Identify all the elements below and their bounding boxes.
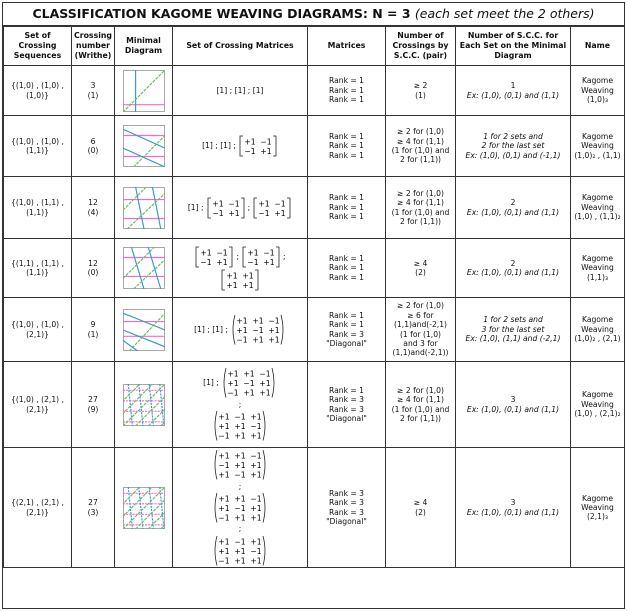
cell-line: ≥ 2 for (1,0): [397, 301, 444, 311]
matrix-entry: −1: [218, 431, 230, 441]
cell-minimal-diagram: [115, 177, 173, 239]
cell-line: Rank = 1: [329, 320, 364, 330]
matrix-entry: −1: [234, 412, 246, 422]
crossing-matrix: [252, 197, 292, 219]
cell-line: ≥ 4 for (1,1): [397, 136, 444, 146]
cell-line: ≥ 2 for (1,0): [397, 188, 444, 198]
cell-line: Rank = 3: [329, 395, 364, 405]
cell-line: Weaving: [581, 141, 614, 151]
matrix-separator: ;: [236, 251, 239, 261]
cell-scc-count: [456, 177, 571, 239]
matrix-entry: +1: [250, 513, 262, 523]
cell-line: (1,0)₂ , (1,1): [574, 150, 621, 160]
matrix-separator: ;: [283, 251, 286, 261]
cell-line: Weaving: [581, 85, 614, 95]
cell-sequences: {(1,0) , (1,0) , (1,0)}: [4, 66, 72, 116]
matrix-entry: +1: [259, 379, 271, 389]
cell-line: "Diagonal": [326, 517, 367, 527]
cell-line: Rank = 1: [329, 212, 364, 222]
table-row: [4, 362, 625, 448]
cell-crossings-by-scc: [386, 66, 456, 116]
matrices-text: [1] ; [1] ; [1]: [216, 85, 264, 95]
matrix-entry: −1: [218, 513, 230, 523]
matrix-entry: +1: [227, 379, 239, 389]
matrix-entry: +1: [227, 208, 240, 218]
cell-line: 1 for 2 sets and: [483, 315, 543, 325]
cell-line: (2,1)₃: [586, 512, 609, 522]
matrix-separator: ;: [238, 399, 242, 409]
cell-crossing-number: [72, 298, 115, 362]
cell-line: (2): [415, 507, 426, 517]
matrix-entry: +1: [234, 513, 246, 523]
cell-line: Rank = 1: [329, 76, 364, 86]
matrix-entry: −1: [211, 208, 224, 218]
cell-line: "Diagonal": [326, 413, 367, 423]
cell-line: 2 for (1,1)): [399, 155, 442, 165]
matrix-entry: +1: [218, 412, 230, 422]
matrix-entry: +1: [244, 137, 256, 147]
matrix-entry: +1: [211, 199, 224, 208]
cell-line: Kagome: [581, 76, 614, 86]
cell-line: Kagome: [581, 131, 614, 141]
cell-line: (1,0) , (1,1)₂: [574, 212, 621, 222]
header-crossing-matrices: Set of Crossing Matrices: [173, 27, 308, 66]
cell-matrix-ranks: [308, 448, 386, 568]
title-sub: (each set meet the 2 others): [414, 6, 595, 21]
matrix-entry: +1: [263, 257, 275, 267]
matrix-entry: +1: [274, 208, 286, 218]
matrix-entry: +1: [218, 537, 230, 547]
writhe: (1): [87, 90, 99, 100]
cell-line: (1,1)and(-2,1)): [392, 348, 449, 358]
cell-line: ≥ 2 for (1,0): [397, 385, 444, 395]
minimal-diagram-figure: [123, 384, 165, 426]
cell-matrix-ranks: [308, 239, 386, 298]
matrix-entry: −1: [268, 316, 280, 326]
cell-line: Weaving: [581, 263, 614, 273]
crossing-number: 9: [90, 320, 96, 330]
matrices-text: [1] ;: [187, 202, 204, 212]
cell-line: Rank = 3: [329, 507, 364, 517]
cell-sequences: {(1,0) , (1,0) , (2,1)}: [4, 298, 72, 362]
cell-line: Rank = 1: [329, 141, 364, 151]
cell-crossings-by-scc: [386, 177, 456, 239]
matrices-text: [1] ;: [203, 378, 219, 388]
table-row: [4, 116, 625, 177]
crossing-matrix: [241, 246, 281, 268]
cell-sequences: {(2,1) , (2,1) , (2,1)}: [4, 448, 72, 568]
cell-name: [571, 362, 625, 448]
cell-line: Weaving: [581, 202, 614, 212]
matrix-entry: +1: [250, 431, 262, 441]
matrix-entry: +1: [242, 271, 254, 280]
cell-line: Kagome: [581, 193, 614, 203]
minimal-diagram-figure: [123, 247, 165, 289]
matrix-entry: +1: [234, 461, 246, 470]
cell-line: Weaving: [581, 502, 614, 512]
matrix-entry: +1: [227, 369, 239, 379]
cell-line: (1,1)and(-2,1): [393, 320, 448, 330]
cell-line: 1: [510, 81, 516, 91]
cell-crossing-matrices: [173, 362, 308, 448]
cell-line: 2 for (1,1)): [399, 413, 442, 423]
cell-line: Ex: (1,0), (0,1) and (1,1): [466, 268, 560, 277]
cell-line: (1 for (1,0) and: [391, 207, 450, 217]
header-row: [4, 27, 625, 66]
crossing-number: 3: [90, 81, 96, 91]
cell-line: ≥ 2: [413, 81, 428, 91]
cell-scc-count: [456, 116, 571, 177]
cell-line: Rank = 1: [329, 150, 364, 160]
crossing-matrix: [238, 135, 278, 157]
matrix-entry: −1: [250, 546, 262, 556]
cell-line: ≥ 4: [413, 258, 428, 268]
cell-sequences: {(1,0) , (1,1) , (1,1)}: [4, 177, 72, 239]
matrix-entry: +1: [242, 280, 254, 290]
matrix-entry: −1: [234, 537, 246, 547]
cell-line: Ex: (1,0), (0,1) and (1,1): [466, 507, 560, 517]
matrix-entry: +1: [258, 199, 270, 208]
matrix-entry: −1: [218, 556, 230, 566]
matrix-entry: −1: [236, 335, 248, 345]
cell-name: [571, 116, 625, 177]
cell-line: ≥ 4 for (1,1): [397, 395, 444, 405]
header-name: Name: [571, 27, 625, 66]
cell-scc-count: [456, 239, 571, 298]
cell-crossing-matrices: [173, 298, 308, 362]
cell-crossing-number: [72, 239, 115, 298]
cell-line: (1 for (1,0): [399, 329, 442, 339]
matrix-entry: −1: [250, 422, 262, 432]
crossing-matrix: [212, 492, 268, 524]
matrix-entry: +1: [218, 422, 230, 432]
matrix-entry: +1: [250, 461, 262, 470]
cell-crossings-by-scc: [386, 239, 456, 298]
cell-line: Kagome: [581, 315, 614, 325]
writhe: (9): [87, 404, 99, 414]
cell-line: "Diagonal": [326, 338, 367, 348]
cell-crossing-matrices: [173, 66, 308, 116]
cell-line: (1,0)₃: [586, 95, 609, 105]
cell-minimal-diagram: [115, 448, 173, 568]
cell-line: Weaving: [581, 399, 614, 409]
cell-minimal-diagram: [115, 239, 173, 298]
minimal-diagram-figure: [123, 187, 165, 229]
cell-scc-count: [456, 448, 571, 568]
cell-name: [571, 448, 625, 568]
cell-line: (1,0)₂ , (2,1): [574, 334, 621, 344]
matrix-entry: −1: [243, 379, 255, 389]
cell-line: (1): [415, 90, 426, 100]
writhe: (1): [87, 329, 99, 339]
matrix-entry: +1: [234, 556, 246, 566]
cell-line: (1 for (1,0) and: [391, 404, 450, 414]
matrix-entry: −1: [234, 503, 246, 513]
cell-crossing-matrices: [173, 177, 308, 239]
cell-crossing-number: [72, 177, 115, 239]
cell-line: (1 for (1,0) and: [391, 146, 450, 155]
cell-line: Kagome: [581, 493, 614, 503]
matrices-text: [1] ; [1] ;: [202, 141, 236, 151]
cell-crossings-by-scc: [386, 448, 456, 568]
cell-line: (1,0) , (2,1)₂: [574, 409, 621, 419]
matrix-separator: ;: [238, 481, 242, 491]
cell-sequences: {(1,1) , (1,1) , (1,1)}: [4, 239, 72, 298]
cell-crossing-matrices: [173, 239, 308, 298]
cell-crossings-by-scc: [386, 298, 456, 362]
matrix-entry: +1: [250, 503, 262, 513]
matrix-entry: +1: [268, 325, 280, 335]
matrix-entry: −1: [252, 325, 264, 335]
writhe: (3): [87, 507, 99, 517]
cell-line: Rank = 1: [329, 263, 364, 273]
header-crossing-number: Crossing number (Writhe): [72, 27, 115, 66]
crossing-number: 27: [88, 498, 98, 508]
matrix-entry: +1: [216, 257, 229, 267]
crossing-matrix: [230, 314, 286, 346]
cell-line: 2 for the last set: [481, 141, 545, 151]
matrix-entry: −1: [218, 461, 230, 470]
matrix-entry: +1: [200, 248, 213, 257]
cell-line: Kagome: [581, 390, 614, 400]
cell-line: ≥ 2 for (1,0): [397, 127, 444, 137]
cell-line: Kagome: [581, 253, 614, 263]
matrix-entry: −1: [227, 199, 240, 208]
cell-scc-count: [456, 362, 571, 448]
matrix-entry: +1: [234, 494, 246, 504]
crossing-matrix: [212, 449, 268, 481]
table-row: [4, 66, 625, 116]
matrix-entry: −1: [258, 208, 270, 218]
table-row: [4, 298, 625, 362]
cell-line: Rank = 1: [329, 95, 364, 105]
cell-line: Rank = 1: [329, 385, 364, 395]
matrix-entry: +1: [234, 451, 246, 461]
matrix-entry: −1: [227, 388, 239, 398]
cell-line: ≥ 4 for (1,1): [397, 198, 444, 208]
crossing-matrix: [220, 269, 260, 291]
matrix-entry: +1: [252, 335, 264, 345]
crossing-number: 6: [90, 136, 96, 146]
cell-crossing-number: [72, 448, 115, 568]
cell-line: Rank = 1: [329, 131, 364, 141]
cell-crossing-number: [72, 66, 115, 116]
cell-line: 1 for 2 sets and: [483, 131, 543, 141]
matrix-entry: +1: [259, 388, 271, 398]
matrix-entry: −1: [263, 248, 275, 257]
cell-line: Ex: (1,0), (0,1) and (-1,1): [465, 150, 561, 160]
table-row: [4, 177, 625, 239]
matrix-entry: +1: [268, 335, 280, 345]
matrix-entry: +1: [226, 271, 238, 280]
crossing-matrix: [221, 367, 277, 399]
cell-minimal-diagram: [115, 66, 173, 116]
cell-line: (1,1)₃: [586, 272, 609, 282]
crossing-matrix: [206, 197, 246, 219]
matrix-entry: −1: [260, 137, 272, 147]
crossing-matrix: [212, 410, 268, 442]
cell-matrix-ranks: [308, 116, 386, 177]
matrix-entry: −1: [250, 494, 262, 504]
cell-matrix-ranks: [308, 177, 386, 239]
matrix-entry: −1: [259, 369, 271, 379]
crossing-matrix: [194, 246, 234, 268]
cell-sequences: {(1,0) , (2,1) , (2,1)}: [4, 362, 72, 448]
cell-name: [571, 177, 625, 239]
cell-line: Ex: (1,0), (0,1) and (1,1): [466, 404, 560, 414]
cell-line: Weaving: [581, 324, 614, 334]
cell-line: Rank = 3: [329, 498, 364, 508]
cell-name: [571, 239, 625, 298]
crossing-number: 12: [88, 198, 98, 208]
matrix-entry: +1: [250, 470, 262, 480]
header-matrices: Matrices: [308, 27, 386, 66]
cell-line: Rank = 1: [329, 253, 364, 263]
matrix-entry: +1: [234, 546, 246, 556]
matrix-entry: +1: [252, 316, 264, 326]
matrix-entry: +1: [218, 546, 230, 556]
cell-crossing-number: [72, 362, 115, 448]
matrix-entry: +1: [243, 388, 255, 398]
header-minimal-diagram: Minimal Diagram: [115, 27, 173, 66]
cell-line: Rank = 1: [329, 272, 364, 282]
cell-line: 2: [510, 198, 516, 208]
cell-line: (2): [415, 268, 426, 277]
cell-line: Rank = 1: [329, 85, 364, 95]
cell-minimal-diagram: [115, 362, 173, 448]
minimal-diagram-figure: [123, 487, 165, 529]
cell-line: Ex: (1,0), (0,1) and (1,1): [466, 207, 560, 217]
matrix-entry: +1: [218, 470, 230, 480]
matrix-entry: −1: [244, 147, 256, 156]
cell-scc-count: [456, 66, 571, 116]
matrix-separator: ;: [247, 202, 251, 212]
cell-line: Rank = 1: [329, 193, 364, 203]
matrix-separator: ;: [238, 524, 242, 534]
cell-matrix-ranks: [308, 362, 386, 448]
cell-crossing-matrices: [173, 448, 308, 568]
cell-line: and 3 for: [403, 338, 438, 348]
cell-crossings-by-scc: [386, 362, 456, 448]
matrix-entry: +1: [226, 280, 238, 290]
cell-line: Rank = 1: [329, 310, 364, 320]
header-sequences: Set of Crossing Sequences: [4, 27, 72, 66]
cell-line: Ex: (1,0), (1,1) and (-2,1): [465, 334, 561, 344]
matrix-entry: +1: [236, 325, 248, 335]
matrix-entry: +1: [250, 412, 262, 422]
cell-crossing-matrices: [173, 116, 308, 177]
matrix-entry: +1: [260, 147, 272, 156]
cell-line: Rank = 3: [329, 404, 364, 414]
cell-crossings-by-scc: [386, 116, 456, 177]
matrix-entry: +1: [250, 537, 262, 547]
matrix-entry: +1: [218, 451, 230, 461]
matrix-entry: +1: [218, 503, 230, 513]
cell-line: 2 for (1,1)): [399, 216, 442, 226]
matrix-entry: +1: [234, 431, 246, 441]
writhe: (0): [87, 146, 99, 155]
matrix-entry: +1: [250, 556, 262, 566]
cell-sequences: {(1,0) , (1,0) , (1,1)}: [4, 116, 72, 177]
header-crossings-by-scc: Number of Crossings by S.C.C. (pair): [386, 27, 456, 66]
cell-name: [571, 66, 625, 116]
matrix-entry: +1: [247, 248, 259, 257]
cell-line: ≥ 4: [413, 498, 428, 508]
matrix-entry: −1: [250, 451, 262, 461]
cell-minimal-diagram: [115, 298, 173, 362]
matrix-entry: −1: [200, 257, 213, 267]
matrix-entry: +1: [234, 422, 246, 432]
matrix-entry: −1: [274, 199, 286, 208]
minimal-diagram-figure: [123, 309, 165, 351]
table-row: [4, 448, 625, 568]
cell-line: Ex: (1,0), (0,1) and (1,1): [466, 90, 560, 100]
page-title: [3, 3, 624, 26]
matrix-entry: −1: [234, 470, 246, 480]
title-main: CLASSIFICATION KAGOME WEAVING DIAGRAMS: N = 3: [32, 6, 411, 21]
cell-line: 3: [510, 498, 516, 508]
cell-line: Rank = 3: [329, 488, 364, 498]
cell-line: 3 for the last set: [481, 324, 545, 334]
crossing-number: 12: [88, 258, 98, 268]
writhe: (0): [87, 268, 99, 277]
matrix-entry: +1: [236, 316, 248, 326]
cell-line: ≥ 6 for: [407, 310, 434, 320]
document-frame: [2, 2, 625, 609]
matrix-entry: +1: [218, 494, 230, 504]
header-scc-count: Number of S.C.C. for Each Set on the Minimal Diagram: [456, 27, 571, 66]
cell-name: [571, 298, 625, 362]
crossing-number: 27: [88, 395, 98, 405]
matrix-entry: −1: [247, 257, 259, 267]
matrices-text: [1] ; [1] ;: [194, 324, 228, 334]
cell-line: Rank = 1: [329, 202, 364, 212]
minimal-diagram-figure: [123, 125, 165, 167]
crossing-matrix: [212, 535, 268, 567]
minimal-diagram-figure: [123, 70, 165, 112]
cell-scc-count: [456, 298, 571, 362]
cell-matrix-ranks: [308, 298, 386, 362]
cell-line: Rank = 3: [329, 329, 364, 339]
classification-table: [3, 26, 625, 568]
cell-line: 3: [510, 395, 516, 405]
cell-crossing-number: [72, 116, 115, 177]
cell-minimal-diagram: [115, 116, 173, 177]
matrix-entry: +1: [243, 369, 255, 379]
matrix-entry: −1: [216, 248, 229, 257]
cell-line: 2: [510, 258, 516, 268]
table-row: [4, 239, 625, 298]
writhe: (4): [87, 207, 99, 217]
cell-matrix-ranks: [308, 66, 386, 116]
